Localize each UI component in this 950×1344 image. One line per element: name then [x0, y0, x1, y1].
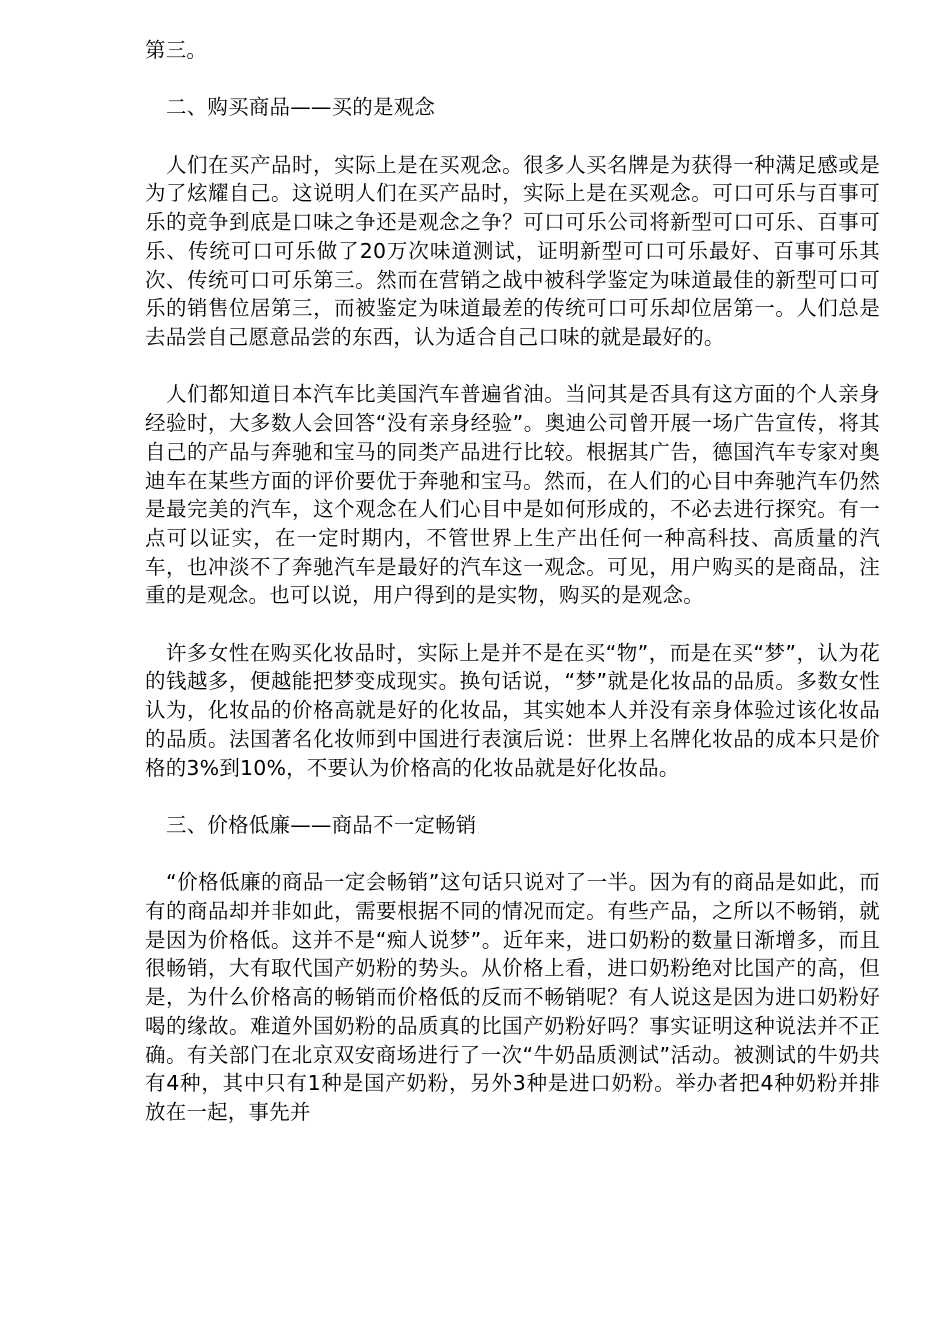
paragraph-3: 许多女性在购买化妆品时，实际上是并不是在买“物”，而是在买“梦”，认为花的钱越多，便越能把梦变成现实。换句话说，“梦”就是化妆品的品质。多数女性认为，化妆品的价格高就是好的化妆品，其实她本人并没有亲身体验过该化妆品的品质。法国著名化妆师到中国进行表演后说：世界上名牌化妆品的成本只是价格的3%到10%，不要认为价格高的化妆品就是好化妆品。: [145, 640, 880, 780]
document-page: [145, 36, 880, 1127]
section-heading-2: 二、购买商品——买的是观念: [166, 95, 436, 120]
paragraph-4: “价格低廉的商品一定会畅销”这句话只说对了一半。因为有的商品是如此，而有的商品却并非如此，需要根据不同的情况而定。有些产品，之所以不畅销，就是因为价格低。这并不是“痴人说梦”。近年来，进口奶粉的数量日渐增多，而且很畅销，大有取代国产奶粉的势头。从价格上看，进口奶粉绝对比国产的高，但是，为什么价格高的畅销而价格低的反而不畅销呢？有人说这是因为进口奶粉好喝的缘故。难道外国奶粉的品质真的比国产奶粉好吗？事实证明这种说法并不正确。有关部门在北京双安商场进行了一次“牛奶品质测试”活动。被测试的牛奶共有4种，其中只有1种是国产奶粉，另外3种是进口奶粉。举办者把4种奶粉并排放在一起，事先并: [145, 870, 880, 1124]
spacer: [145, 65, 880, 94]
paragraph-2: 人们都知道日本汽车比美国汽车普遍省油。当问其是否具有这方面的个人亲身经验时，大多数人会回答“没有亲身经验”。奥迪公司曾开展一场广告宣传，将其自己的产品与奔驰和宝马的同类产品进行比较。根据其广告，德国汽车专家对奥迪车在某些方面的评价要优于奔驰和宝马。然而，在人们的心目中奔驰汽车仍然是最完美的汽车，这个观念在人们心目中是如何形成的，不必去进行探究。有一点可以证实，在一定时期内，不管世界上生产出任何一种高科技、高质量的汽车，也冲淡不了奔驰汽车是最好的汽车这一观念。可见，用户购买的是商品，注重的是观念。也可以说，用户得到的是实物，购买的是观念。: [145, 382, 880, 608]
spacer: [145, 122, 880, 151]
spacer: [145, 352, 880, 381]
lead-fragment: 第三。: [145, 38, 208, 62]
spacer: [145, 840, 880, 869]
section-heading-3: 三、价格低廉——商品不一定畅销: [166, 812, 477, 837]
paragraph-1: 人们在买产品时，实际上是在买观念。很多人买名牌是为获得一种满足感或是为了炫耀自己。这说明人们在买产品时，实际上是在买观念。可口可乐与百事可乐的竞争到底是口味之争还是观念之争？可口可乐公司将新型可口可乐、百事可乐、传统可口可乐做了20万次味道测试，证明新型可口可乐最好、百事可乐其次、传统可口可乐第三。然而在营销之战中被科学鉴定为味道最佳的新型可口可乐的销售位居第三，而被鉴定为味道最差的传统可口可乐却位居第一。人们总是去品尝自己愿意品尝的东西，认为适合自己口味的就是最好的。: [145, 152, 880, 349]
spacer: [145, 782, 880, 811]
spacer: [145, 610, 880, 639]
